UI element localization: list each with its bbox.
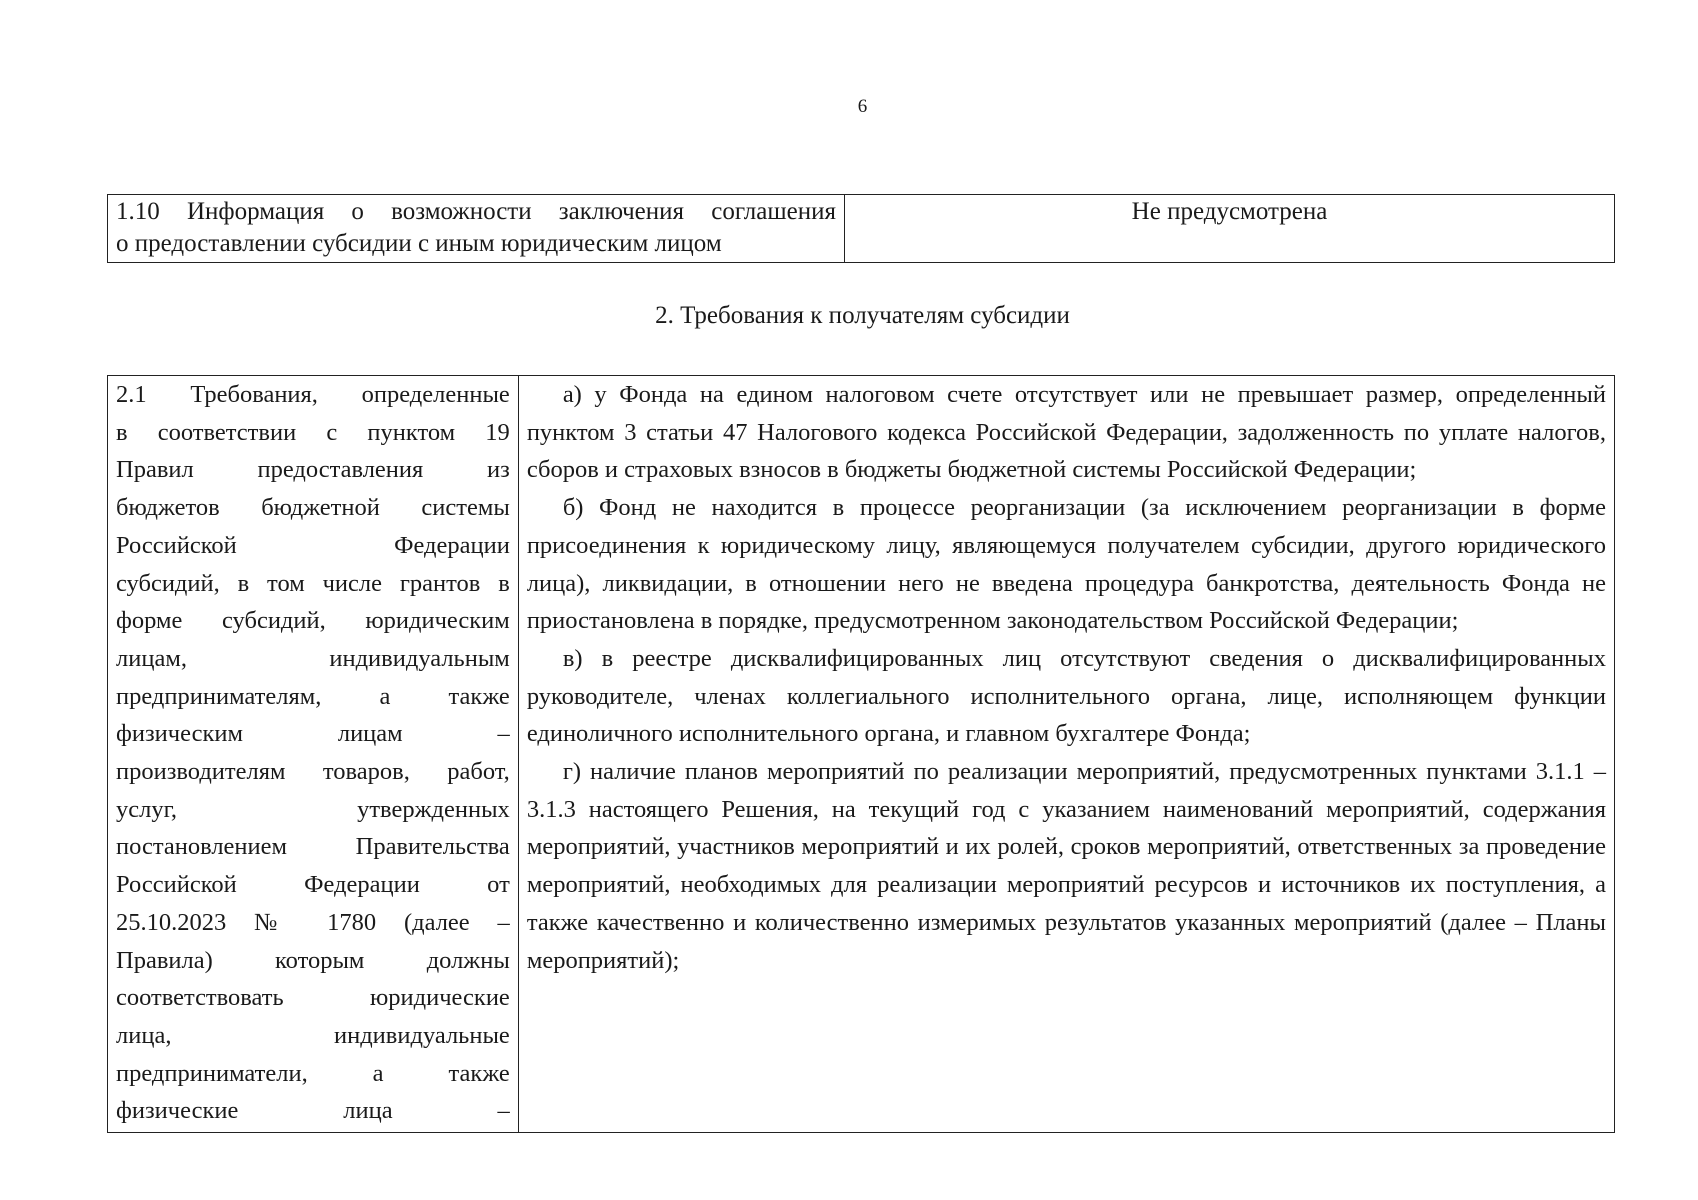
- requirement-paragraph-d: г) наличие планов мероприятий по реализации мероприятий, предусмотренных пунктами 3.1.1 – 3.1.3 настоящего Решения, на текущий год с указанием наименований мероприятий, содержания мероприятий, участников мероприятий и их ролей, сроков мероприятий, ответственных за проведение мероприятий, необходимых для реализации мероприятий ресурсов и источников их поступления, а также качественно и количественно измеримых результатов указанных мероприятий (далее – Планы мероприятий);: [526, 758, 1606, 974]
- section-title: 2. Требования к получателям субсидии: [655, 302, 1070, 329]
- requirement-name-line: постановлением Правительства: [116, 833, 510, 861]
- requirement-name-line: 2.1 Требования, определенные: [116, 381, 510, 408]
- requirements-table: [107, 375, 1615, 1133]
- requirement-name-line: соответствовать юридические: [116, 984, 510, 1012]
- requirement-name-line: предпринимателям, а также: [116, 682, 510, 710]
- item-line: о предоставлении субсидии с иным юридическим лицом: [116, 230, 722, 257]
- item-line: 1.10 Информация о возможности заключения соглашения: [116, 198, 836, 225]
- requirement-name-line: услуг, утвержденных: [116, 795, 510, 823]
- page-number: 6: [857, 96, 868, 117]
- requirement-name-line: физическим лицам –: [116, 720, 510, 748]
- requirement-name-line: лица, индивидуальные: [116, 1021, 510, 1049]
- info-table: [107, 194, 1615, 263]
- table-row: [108, 376, 1615, 1133]
- requirement-name-line: Российской Федерации: [116, 531, 510, 559]
- requirement-name-line: Правил предоставления из: [116, 456, 510, 484]
- requirement-name-line: Правила) которым должны: [116, 946, 510, 974]
- requirement-name-cell: [108, 376, 519, 1133]
- item-cell: [108, 195, 845, 263]
- requirement-name-line: лицам, индивидуальным: [116, 644, 510, 672]
- requirement-name-line: производителям товаров, работ,: [116, 758, 510, 786]
- requirement-name-line: форме субсидий, юридическим: [116, 607, 510, 635]
- requirement-name-line: бюджетов бюджетной системы: [116, 494, 510, 522]
- requirement-name-line: субсидий, в том числе грантов в: [116, 569, 510, 597]
- requirement-name-line: физические лица –: [116, 1097, 510, 1125]
- value-cell: Не предусмотрена: [845, 195, 1615, 263]
- requirement-name-line: предприниматели, а также: [116, 1059, 510, 1087]
- requirement-name-line: в соответствии с пунктом 19: [116, 418, 510, 446]
- requirement-paragraph-c: в) в реестре дисквалифицированных лиц отсутствуют сведения о дисквалифицированных руководителе, членах коллегиального исполнительного органа, лице, исполняющем функции единоличного исполнительного органа, и главном бухгалтере Фонда;: [526, 644, 1606, 748]
- requirement-name-line: 25.10.2023 № 1780 (далее –: [116, 908, 510, 936]
- table-row: [108, 195, 1615, 263]
- requirement-paragraph-a: а) у Фонда на едином налоговом счете отсутствует или не превышает размер, определенный пунктом 3 статьи 47 Налогового кодекса Российской Федерации, задолженность по уплате налогов, сборов и страховых взносов в бюджеты бюджетной системы Российской Федерации;: [526, 381, 1606, 484]
- requirement-paragraph-b: б) Фонд не находится в процессе реорганизации (за исключением реорганизации в форме присоединения к юридическому лицу, являющемуся получателем субсидии, другого юридического лица), ликвидации, в отношении него не введена процедура банкротства, деятельность Фонда не приостановлена в порядке, предусмотренном законодательством Российской Федерации;: [526, 494, 1606, 635]
- requirement-name-line: Российской Федерации от: [116, 871, 510, 899]
- requirement-details-cell: [518, 376, 1614, 1133]
